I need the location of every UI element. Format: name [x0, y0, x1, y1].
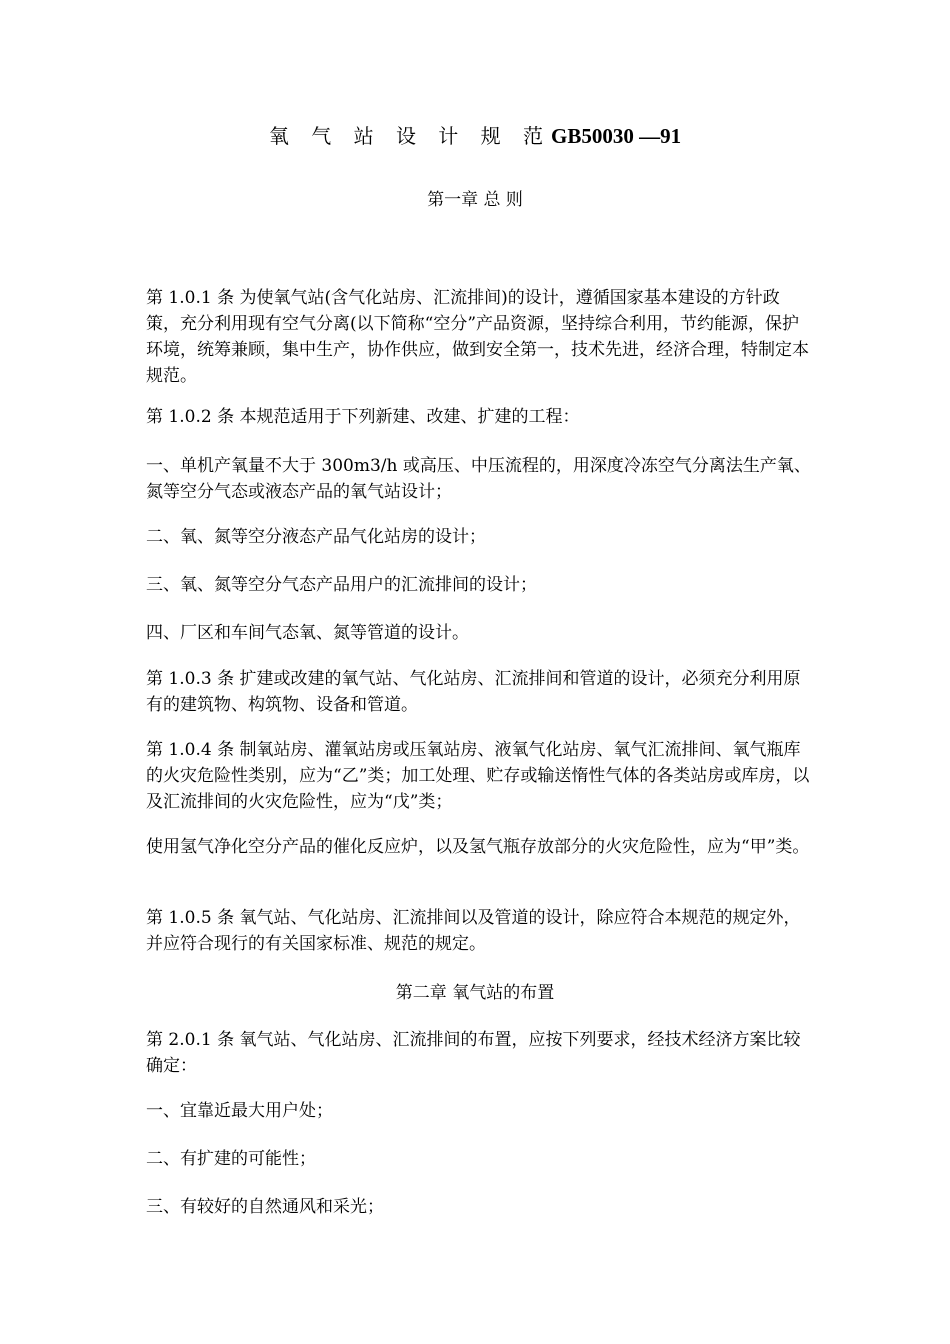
list-item: 三、氧、氮等空分气态产品用户的汇流排间的设计； [146, 575, 537, 595]
paragraph-2-0-1: 第 2.0.1 条 氧气站、气化站房、汇流排间的布置，应按下列要求，经技术经济方案比较确定： [146, 1030, 801, 1076]
list-item: 一、单机产氧量不大于 300m3/h 或高压、中压流程的，用深度冷冻空气分离法生产氧、氮等空分气态或液态产品的氧气站设计； [146, 456, 811, 502]
chapter-heading-2: 第二章 氧气站的布置 [395, 983, 555, 1003]
list-item: 三、有较好的自然通风和采光； [146, 1197, 384, 1217]
paragraph-1-0-1: 第 1.0.1 条 为使氧气站(含气化站房、汇流排间)的设计，遵循国家基本建设的方针政策，充分利用现有空气分离(以下简称“空分”产品资源，坚持综合利用，节约能源，保护环境，统筹兼顾，集中生产，协作供应，做到安全第一，技术先进，经济合理，特制定本规范。 [146, 288, 809, 386]
paragraph-1-0-4: 第 1.0.4 条 制氧站房、灌氧站房或压氧站房、液氧气化站房、氧气汇流排间、氧气瓶库的火灾危险性类别，应为“乙”类；加工处理、贮存或输送惰性气体的各类站房或库房，以及汇流排间的火灾危险性，应为“戊”类； [146, 740, 810, 812]
paragraph-1-0-3: 第 1.0.3 条 扩建或改建的氧气站、气化站房、汇流排间和管道的设计，必须充分利用原有的建筑物、构筑物、设备和管道。 [146, 669, 801, 715]
list-item: 二、有扩建的可能性； [146, 1149, 316, 1169]
chapter-heading-1: 第一章 总 则 [427, 190, 523, 210]
paragraph-1-0-2: 第 1.0.2 条 本规范适用于下列新建、改建、扩建的工程： [146, 407, 580, 427]
list-item: 二、氧、氮等空分液态产品气化站房的设计； [146, 527, 486, 547]
paragraph-1-0-4-continued: 使用氢气净化空分产品的催化反应炉，以及氢气瓶存放部分的火灾危险性，应为“甲”类。 [146, 837, 810, 857]
list-item: 一、宜靠近最大用户处； [146, 1101, 333, 1121]
title-chinese: 氧 气 站 设 计 规 范 [268, 124, 552, 148]
title-standard-code: GB50030 —91 [551, 124, 682, 148]
list-item: 四、厂区和车间气态氧、氮等管道的设计。 [146, 623, 469, 643]
document-title [0, 122, 950, 150]
paragraph-1-0-5: 第 1.0.5 条 氧气站、气化站房、汇流排间以及管道的设计，除应符合本规范的规定外，并应符合现行的有关国家标准、规范的规定。 [146, 908, 801, 954]
